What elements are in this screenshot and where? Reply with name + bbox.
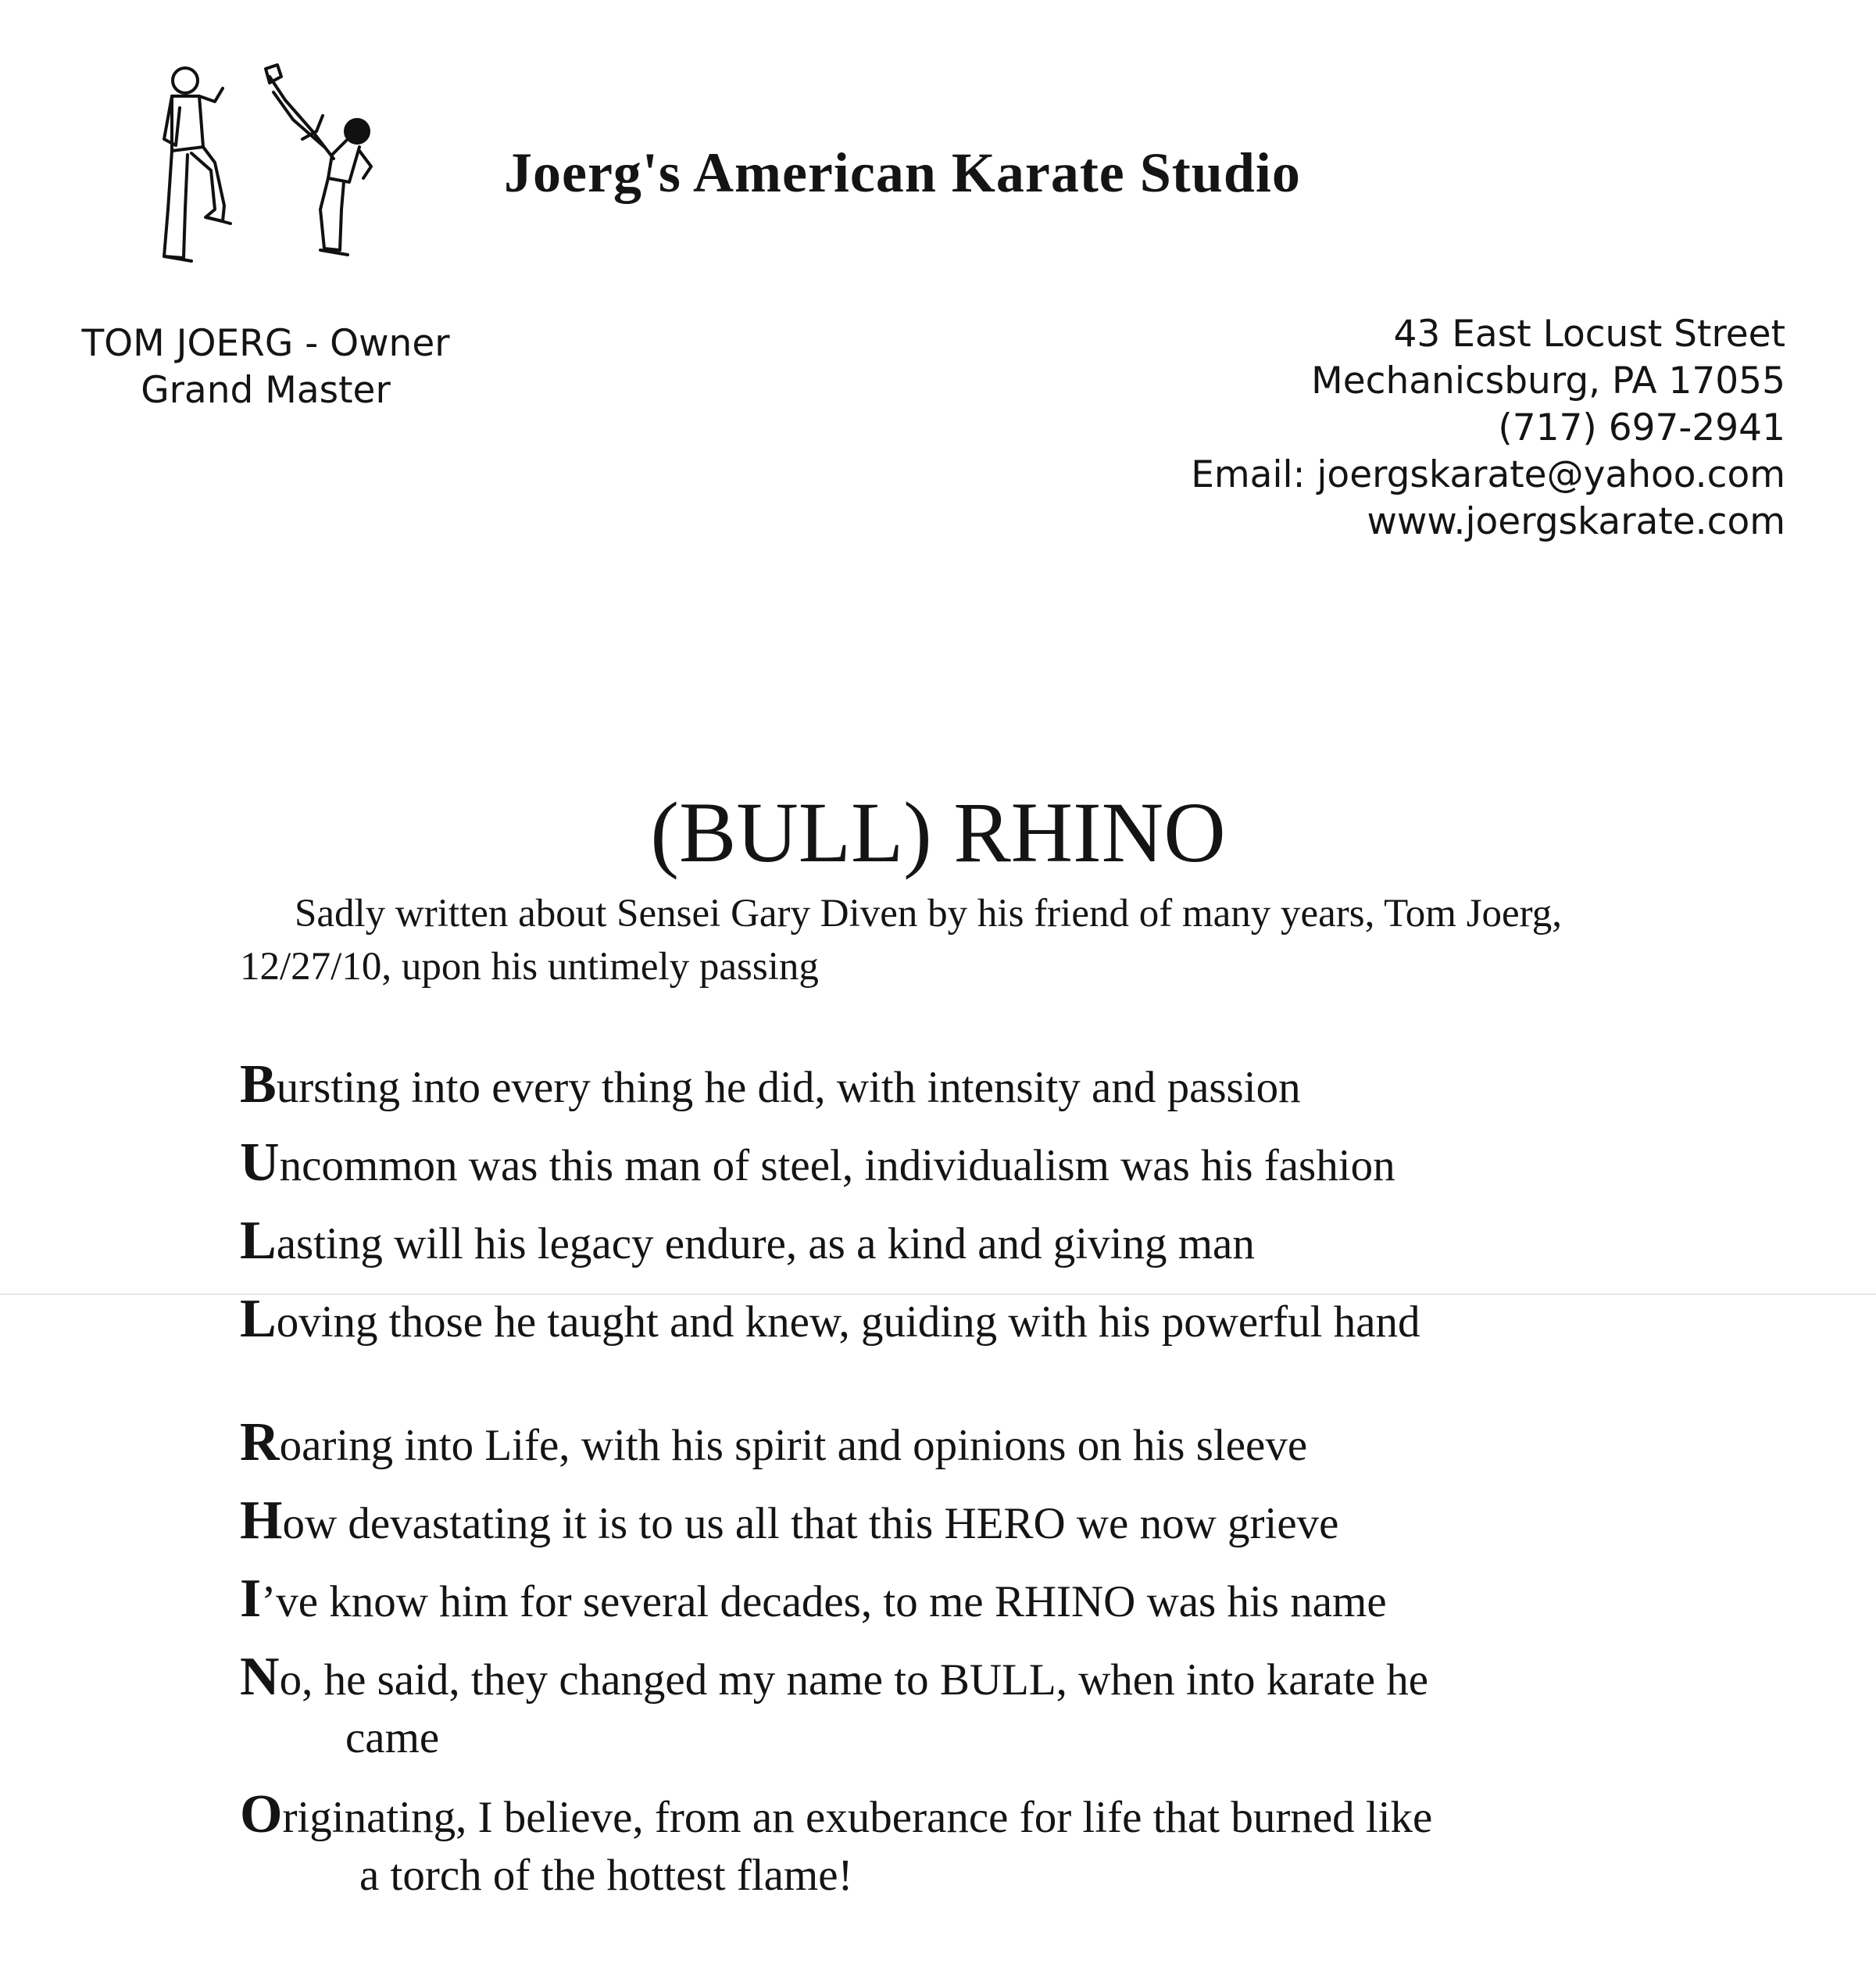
poem-dedication: Sadly written about Sensei Gary Diven by his friend of many years, Tom Joerg, 12/27/10, upon his untimely passing bbox=[240, 892, 1562, 989]
poem-line bbox=[240, 1282, 1693, 1360]
karate-fighters-logo bbox=[137, 53, 395, 272]
line-text: ow devastating it is to us all that this HERO we now grieve bbox=[282, 1499, 1339, 1548]
line-continuation: came bbox=[345, 1713, 440, 1762]
email-address: Email: joergskarate@yahoo.com bbox=[1191, 453, 1785, 496]
line-text: oving those he taught and knew, guiding with his powerful hand bbox=[276, 1297, 1420, 1347]
poem-line bbox=[240, 1777, 1693, 1904]
poem-line bbox=[240, 1483, 1693, 1562]
acrostic-initial: H bbox=[240, 1490, 283, 1551]
line-continuation: a torch of the hottest flame! bbox=[359, 1851, 853, 1900]
acrostic-initial: B bbox=[240, 1054, 277, 1114]
poem-line bbox=[240, 1125, 1693, 1204]
line-text: ncommon was this man of steel, individualism was his fashion bbox=[279, 1141, 1395, 1190]
acrostic-initial: R bbox=[240, 1412, 280, 1472]
line-text: ursting into every thing he did, with intensity and passion bbox=[276, 1063, 1301, 1112]
stanza-bull bbox=[240, 1047, 1693, 1360]
line-text: o, he said, they changed my name to BULL, when into karate he bbox=[279, 1655, 1429, 1705]
address-block bbox=[1191, 311, 1785, 546]
poem-line bbox=[240, 1405, 1693, 1483]
city-state-zip: Mechanicsburg, PA 17055 bbox=[1311, 360, 1785, 402]
poem-line bbox=[240, 1047, 1693, 1125]
studio-name: Joerg's American Karate Studio bbox=[504, 141, 1301, 204]
website-url: www.joergskarate.com bbox=[1367, 500, 1785, 543]
line-text: oaring into Life, with his spirit and opinions on his sleeve bbox=[279, 1421, 1308, 1470]
owner-block bbox=[47, 320, 484, 414]
line-text: asting will his legacy endure, as a kind and giving man bbox=[276, 1219, 1255, 1268]
acrostic-initial: O bbox=[240, 1784, 283, 1844]
acrostic-initial: U bbox=[240, 1132, 280, 1193]
owner-name: TOM JOERG - Owner bbox=[81, 322, 450, 365]
line-text: ’ve know him for several decades, to me RHINO was his name bbox=[261, 1577, 1387, 1626]
street-address: 43 East Locust Street bbox=[1393, 313, 1785, 356]
poem-title: (BULL) RHINO bbox=[650, 785, 1226, 880]
poem-line bbox=[240, 1562, 1693, 1640]
phone-number: (717) 697-2941 bbox=[1498, 406, 1785, 449]
owner-title: Grand Master bbox=[141, 369, 391, 412]
stanza-rhino bbox=[240, 1405, 1693, 1915]
acrostic-initial: I bbox=[240, 1569, 262, 1629]
acrostic-initial: L bbox=[240, 1289, 277, 1349]
poem-line bbox=[240, 1640, 1693, 1766]
acrostic-initial: L bbox=[240, 1211, 277, 1271]
acrostic-initial: N bbox=[240, 1647, 280, 1707]
line-text: riginating, I believe, from an exuberance for life that burned like bbox=[282, 1793, 1433, 1842]
poem-line bbox=[240, 1204, 1693, 1282]
